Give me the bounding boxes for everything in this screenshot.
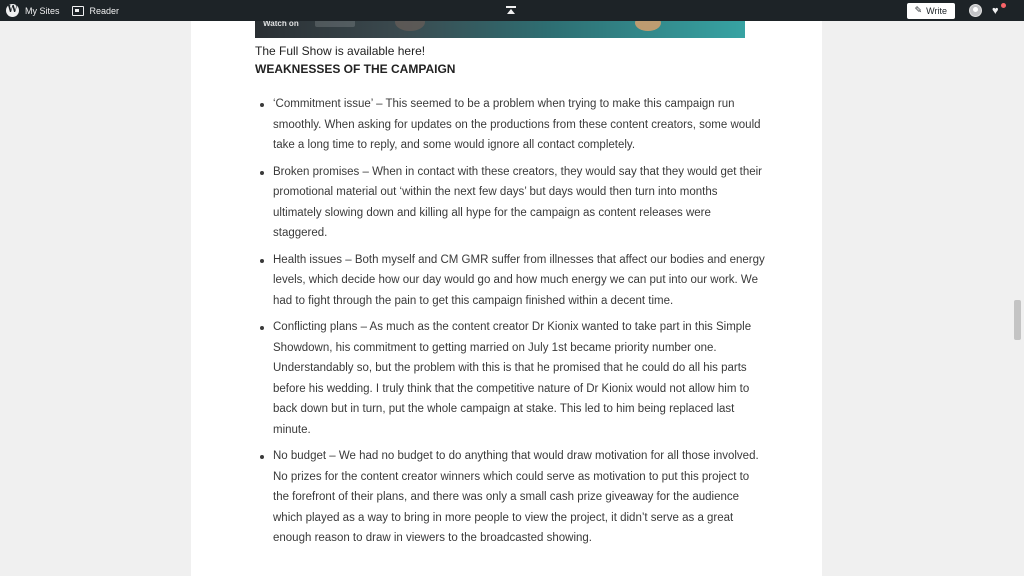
notification-dot [1001,3,1006,8]
admin-bar-right [907,0,1004,21]
scrollbar-thumb[interactable] [1014,300,1021,340]
weaknesses-list [255,94,765,555]
youtube-icon [315,21,355,27]
admin-bar-left [6,0,131,21]
write-button[interactable] [907,3,955,19]
video-thumbnail-shape [635,21,661,31]
write-label: Write [926,5,947,16]
list-item: ‘Commitment issue’ – This seemed to be a problem when trying to make this campaign run smoothly. When asking for updates on the productions from these content creators, some would take a long time to reply, and some would ignore all contact completely. [255,94,765,156]
wordpress-icon: W [7,5,18,15]
avatar[interactable] [969,4,982,17]
my-sites-label: My Sites [25,5,60,16]
my-sites-button[interactable] [6,4,60,17]
video-embed[interactable] [255,21,745,38]
reader-icon [72,6,84,16]
list-item: Conflicting plans – As much as the content creator Dr Kionix wanted to take part in this Simple Showdown, his commitment to getting married on July 1st became priority number one. Understandably so, but the problem with this is that he promised that he could do all his parts before his wedding. I truly think that the competitive nature of Dr Kionix would not allow him to back down but in turn, put the whole campaign at stake. This led to him being replaced last minute. [255,317,765,440]
video-thumbnail-shape [395,21,425,31]
scroll-to-top-icon[interactable] [506,6,516,14]
full-show-text: The Full Show is available here! [255,44,426,58]
reader-label: Reader [89,5,120,16]
list-item: Broken promises – When in contact with these creators, they would say that they would get their promotional material out ‘within the next few days’ but days would then turn into months ultimately slowing down and killing all hype for the campaign as content releases were staggered. [255,162,765,244]
scrollbar[interactable] [1010,21,1024,576]
post-content [191,21,822,576]
pencil-icon: ✎ [914,5,923,15]
section-heading: WEAKNESSES OF THE CAMPAIGN [255,62,456,76]
list-item: Health issues – Both myself and CM GMR suffer from illnesses that affect our bodies and energy levels, which decide how our day would go and how much energy we can put into our work. We had to fight through the pain to get this campaign finished within a decent time. [255,250,765,312]
notifications-icon[interactable]: ♥ [992,5,1004,17]
list-item: No budget – We had no budget to do anything that would draw motivation for all those involved. No prizes for the content creator winners which could serve as motivation to put this project to the forefront of their plans, and there was only a small cash prize giveaway for the audience which played as a way to bring in more people to view the project, it didn’t serve as a great enough reason to draw in viewers to the broadcasted showing. [255,446,765,549]
admin-bar [0,0,1024,21]
reader-button[interactable] [72,6,120,16]
watch-on-label: Watch on [263,21,299,28]
